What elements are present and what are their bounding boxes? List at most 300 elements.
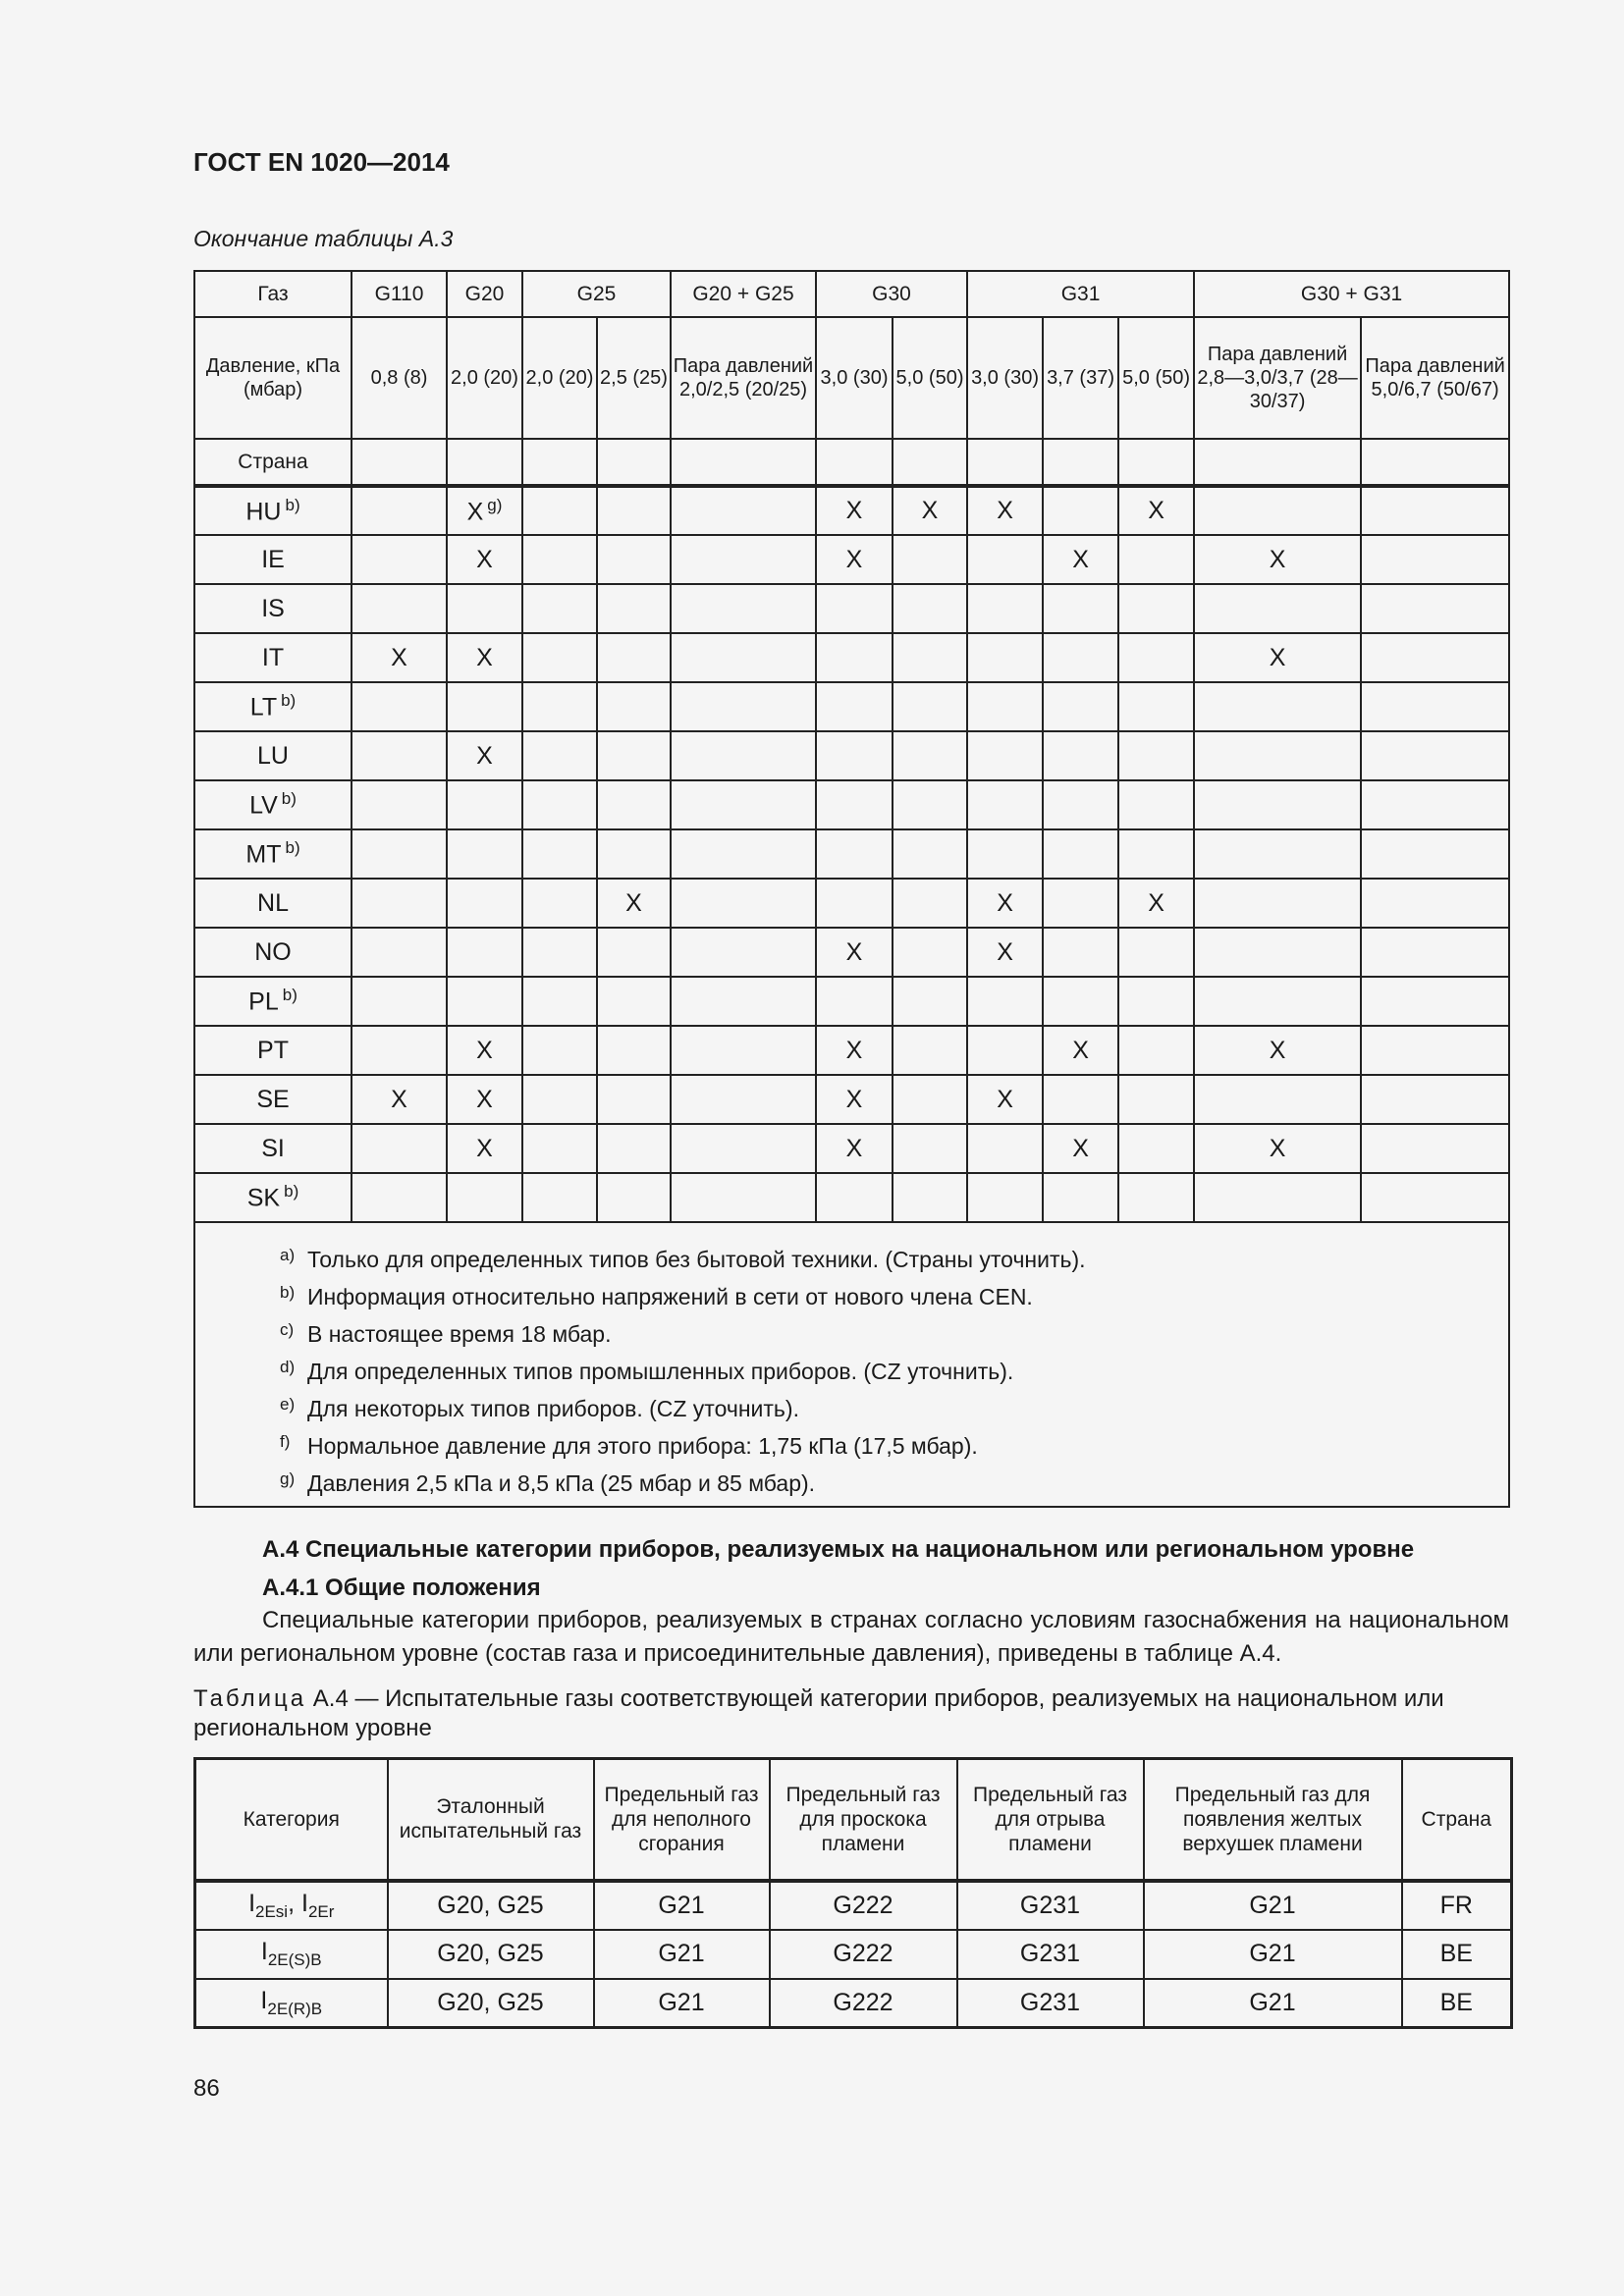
footnote-text: В настоящее время 18 мбар.: [307, 1321, 612, 1347]
category-symbol: I: [248, 1889, 256, 1917]
country-row: [194, 829, 1509, 879]
mark-value: X: [1269, 545, 1286, 573]
table-a4-row: [195, 1881, 1512, 1930]
mark-cell: [1361, 731, 1509, 780]
mark-cell: [522, 633, 597, 682]
mark-cell: [447, 682, 522, 731]
table-a4: [193, 1757, 1513, 2029]
mark-value: X: [1148, 888, 1164, 917]
mark-cell: [893, 829, 967, 879]
mark-cell: [522, 928, 597, 977]
country-code: SI: [261, 1134, 285, 1162]
mark-cell: [1361, 633, 1509, 682]
mark-cell: [816, 731, 893, 780]
footnote-text: Нормальное давление для этого прибора: 1,75 кПа (17,5 мбар).: [307, 1433, 978, 1459]
mark-cell: [967, 977, 1043, 1026]
mark-cell: [1361, 1173, 1509, 1222]
mark-cell: [597, 731, 671, 780]
mark-cell: [352, 1173, 447, 1222]
mark-cell: [967, 486, 1043, 535]
country-row: [194, 1173, 1509, 1222]
category-subscript: 2E(S)B: [267, 1950, 322, 1969]
table-a4-caption: [193, 1684, 1509, 1743]
country-footnote-mark: b): [285, 495, 300, 514]
mark-cell: [1194, 1124, 1361, 1173]
mark-cell: [893, 682, 967, 731]
country-row: [194, 633, 1509, 682]
mark-cell: [671, 1026, 816, 1075]
mark-cell: [1194, 1026, 1361, 1075]
mark-cell: [893, 780, 967, 829]
country-row: [194, 682, 1509, 731]
table-a4-cell: G20, G25: [388, 1881, 594, 1930]
country-row: [194, 486, 1509, 535]
footnote-text: Для определенных типов промышленных приборов. (CZ уточнить).: [307, 1359, 1014, 1384]
mark-cell: [1118, 1173, 1194, 1222]
cell-footnote-mark: g): [487, 495, 503, 514]
mark-cell: [1361, 682, 1509, 731]
mark-value: X: [625, 888, 642, 917]
column-header: Категория: [195, 1759, 388, 1881]
table-a4-cell: G231: [957, 1979, 1144, 2028]
mark-cell: [816, 1075, 893, 1124]
table-a4-cell: G20, G25: [388, 1930, 594, 1979]
mark-cell: [1118, 977, 1194, 1026]
mark-value: X: [845, 1134, 863, 1162]
mark-cell: [1361, 879, 1509, 928]
country-cell: [194, 1026, 352, 1075]
mark-cell: [816, 1124, 893, 1173]
mark-cell: [1043, 584, 1118, 633]
mark-cell: [1194, 633, 1361, 682]
mark-cell: [1361, 1026, 1509, 1075]
country-row: [194, 879, 1509, 928]
mark-cell: [522, 1124, 597, 1173]
mark-cell: [1043, 682, 1118, 731]
mark-cell: [597, 535, 671, 584]
pressure-value: 3,7 (37): [1043, 317, 1118, 439]
mark-cell: [816, 682, 893, 731]
column-header: Эталонный испытательный газ: [388, 1759, 594, 1881]
footnote-mark: c): [280, 1320, 295, 1339]
mark-cell: [1043, 1026, 1118, 1075]
mark-cell: [1194, 977, 1361, 1026]
table-a4-cell: FR: [1402, 1881, 1512, 1930]
mark-cell: [816, 1026, 893, 1075]
mark-cell: [967, 879, 1043, 928]
mark-value: X: [466, 498, 484, 526]
mark-cell: [597, 928, 671, 977]
mark-cell: [1043, 1075, 1118, 1124]
mark-cell: [893, 977, 967, 1026]
table-a4-cell: BE: [1402, 1930, 1512, 1979]
mark-cell: [967, 829, 1043, 879]
table-a4-caption-text: А.4 — Испытательные газы соответствующей категории приборов, реализуемых на национальном или региональном уровне: [193, 1685, 1444, 1741]
pressure-value: 3,0 (30): [816, 317, 893, 439]
table-a4-cell: BE: [1402, 1979, 1512, 2028]
mark-value: X: [845, 937, 863, 966]
column-header: Предельный газ для неполного сгорания: [594, 1759, 770, 1881]
mark-cell: [522, 879, 597, 928]
country-row: [194, 1124, 1509, 1173]
gas-group-header: G30: [816, 271, 967, 317]
pressure-value: Пара давлений 2,8—3,0/3,7 (28—30/37): [1194, 317, 1361, 439]
mark-cell: [352, 928, 447, 977]
country-code: MT: [245, 840, 282, 869]
mark-value: X: [476, 1134, 493, 1162]
mark-cell: [352, 633, 447, 682]
mark-cell: [352, 829, 447, 879]
category-cell: [195, 1881, 388, 1930]
mark-cell: [671, 829, 816, 879]
mark-cell: [1194, 829, 1361, 879]
mark-cell: [816, 535, 893, 584]
mark-value: X: [476, 643, 493, 671]
mark-cell: [671, 682, 816, 731]
mark-value: X: [1148, 497, 1164, 524]
mark-cell: [816, 486, 893, 535]
country-row: [194, 780, 1509, 829]
mark-cell: [522, 829, 597, 879]
column-header: Предельный газ для появления желтых верхушек пламени: [1144, 1759, 1402, 1881]
country-cell: [194, 780, 352, 829]
country-cell: [194, 1173, 352, 1222]
mark-cell: [447, 1124, 522, 1173]
mark-cell: [671, 928, 816, 977]
mark-cell: [352, 977, 447, 1026]
mark-cell: [1194, 879, 1361, 928]
table-a4-header-row: [195, 1759, 1512, 1881]
mark-cell: [597, 1026, 671, 1075]
table-a4-cell: G222: [770, 1930, 957, 1979]
mark-cell: [816, 977, 893, 1026]
mark-cell: [352, 535, 447, 584]
footnote-mark: g): [280, 1469, 296, 1488]
mark-cell: [1361, 535, 1509, 584]
pressure-label: Давление, кПа (мбар): [194, 317, 352, 439]
country-code: NL: [257, 888, 289, 917]
mark-cell: [967, 928, 1043, 977]
table-a4-cell: G231: [957, 1881, 1144, 1930]
mark-cell: [671, 1124, 816, 1173]
country-code: LU: [257, 741, 289, 770]
column-header: Предельный газ для проскока пламени: [770, 1759, 957, 1881]
table-a4-cell: G231: [957, 1930, 1144, 1979]
mark-cell: [1118, 1124, 1194, 1173]
mark-cell: [671, 879, 816, 928]
mark-cell: [447, 780, 522, 829]
country-row: [194, 928, 1509, 977]
mark-cell: [671, 486, 816, 535]
mark-cell: [816, 928, 893, 977]
country-footnote-mark: b): [281, 789, 297, 809]
mark-cell: [447, 1075, 522, 1124]
mark-value: X: [997, 937, 1013, 966]
table-a4-cell: G222: [770, 1881, 957, 1930]
table-a4-cell: G21: [594, 1930, 770, 1979]
country-code: IT: [261, 643, 285, 671]
table-a4-cell: G21: [594, 1881, 770, 1930]
mark-cell: [352, 486, 447, 535]
mark-cell: [522, 1026, 597, 1075]
table-a4-cell: G21: [594, 1979, 770, 2028]
mark-cell: [447, 633, 522, 682]
mark-cell: [597, 1124, 671, 1173]
mark-cell: [447, 731, 522, 780]
mark-cell: [1043, 731, 1118, 780]
mark-cell: [447, 829, 522, 879]
country-footnote-mark: b): [284, 1182, 299, 1201]
country-row: [194, 1075, 1509, 1124]
mark-cell: [352, 1124, 447, 1173]
country-row: [194, 535, 1509, 584]
pressure-value: 2,0 (20): [522, 317, 597, 439]
mark-cell: [893, 1124, 967, 1173]
country-footnote-mark: b): [282, 986, 298, 1005]
footnote: [280, 1386, 1508, 1423]
country-cell: [194, 879, 352, 928]
mark-cell: [1194, 928, 1361, 977]
country-cell: [194, 1075, 352, 1124]
mark-cell: [597, 780, 671, 829]
column-header: Предельный газ для отрыва пламени: [957, 1759, 1144, 1881]
mark-cell: [597, 486, 671, 535]
document-header: ГОСТ EN 1020—2014: [193, 147, 450, 177]
footnote-text: Только для определенных типов без бытовой техники. (Страны уточнить).: [307, 1247, 1086, 1272]
footnote-text: Давления 2,5 кПа и 8,5 кПа (25 мбар и 85 мбар).: [307, 1470, 816, 1496]
mark-cell: [1361, 1075, 1509, 1124]
mark-cell: [967, 535, 1043, 584]
mark-value: X: [476, 545, 493, 573]
mark-value: X: [1072, 545, 1089, 573]
mark-cell: [1194, 535, 1361, 584]
footnote-mark: f): [280, 1432, 291, 1451]
country-code: LT: [249, 693, 278, 721]
mark-cell: [352, 879, 447, 928]
mark-cell: [893, 584, 967, 633]
mark-cell: [671, 731, 816, 780]
mark-cell: [352, 584, 447, 633]
country-cell: [194, 682, 352, 731]
country-cell: [194, 584, 352, 633]
table-a3: [193, 270, 1510, 1508]
mark-value: X: [1269, 1036, 1286, 1064]
category-subscript: 2E(R)B: [267, 1999, 323, 2018]
pressure-value: 2,5 (25): [597, 317, 671, 439]
mark-cell: [447, 879, 522, 928]
pressure-value: 5,0 (50): [1118, 317, 1194, 439]
footnotes-row: [194, 1222, 1509, 1507]
mark-cell: [893, 1173, 967, 1222]
table-label: Таблица: [193, 1685, 307, 1712]
country-code: SE: [256, 1085, 290, 1113]
mark-cell: [893, 535, 967, 584]
mark-value: X: [921, 497, 939, 524]
mark-cell: [1194, 682, 1361, 731]
footnote-mark: a): [280, 1246, 296, 1264]
country-cell: [194, 829, 352, 879]
country-code: PL: [248, 988, 279, 1016]
mark-cell: [1194, 1173, 1361, 1222]
table-a4-cell: G21: [1144, 1979, 1402, 2028]
mark-cell: [967, 682, 1043, 731]
country-cell: [194, 486, 352, 535]
mark-cell: [671, 1075, 816, 1124]
footnote-mark: d): [280, 1358, 296, 1376]
mark-cell: [352, 682, 447, 731]
mark-cell: [352, 780, 447, 829]
mark-cell: [816, 879, 893, 928]
footnote: [280, 1311, 1508, 1349]
mark-cell: [1043, 486, 1118, 535]
section-a41-title: А.4.1 Общие положения: [262, 1575, 541, 1601]
mark-cell: [597, 977, 671, 1026]
gas-group-header: G20 + G25: [671, 271, 816, 317]
mark-cell: [597, 1173, 671, 1222]
country-label: Страна: [194, 439, 352, 486]
country-row: [194, 977, 1509, 1026]
pressure-value: Пара давлений 2,0/2,5 (20/25): [671, 317, 816, 439]
country-code: NO: [254, 937, 292, 966]
pressure-value: 0,8 (8): [352, 317, 447, 439]
mark-cell: [671, 584, 816, 633]
mark-cell: [893, 928, 967, 977]
footnote: [280, 1349, 1508, 1386]
mark-value: X: [845, 545, 863, 573]
footnote: [280, 1461, 1508, 1498]
mark-cell: [1118, 682, 1194, 731]
table-a4-cell: G21: [1144, 1930, 1402, 1979]
mark-cell: [967, 780, 1043, 829]
mark-cell: [1043, 829, 1118, 879]
footnote-text: Для некоторых типов приборов. (CZ уточнить).: [307, 1396, 799, 1421]
mark-cell: [597, 633, 671, 682]
country-row: [194, 731, 1509, 780]
mark-cell: [816, 633, 893, 682]
mark-value: X: [476, 1085, 493, 1113]
mark-cell: [447, 1173, 522, 1222]
mark-cell: [447, 535, 522, 584]
mark-cell: [1194, 486, 1361, 535]
mark-cell: [671, 633, 816, 682]
mark-cell: [893, 1075, 967, 1124]
mark-cell: [967, 633, 1043, 682]
mark-cell: [1194, 731, 1361, 780]
category-symbol: I: [301, 1889, 308, 1917]
gas-group-header: G31: [967, 271, 1194, 317]
gas-group-header: G30 + G31: [1194, 271, 1509, 317]
mark-value: X: [845, 1085, 863, 1113]
mark-value: X: [845, 497, 863, 524]
category-symbol: I: [260, 1986, 268, 2014]
mark-cell: [1118, 1026, 1194, 1075]
mark-cell: [1043, 780, 1118, 829]
table-a4-cell: G21: [1144, 1881, 1402, 1930]
category-cell: [195, 1979, 388, 2028]
country-row: [194, 584, 1509, 633]
mark-cell: [671, 1173, 816, 1222]
country-code: LV: [249, 791, 278, 820]
mark-value: X: [1269, 643, 1286, 671]
category-separator: ,: [288, 1889, 301, 1917]
footnote: [280, 1237, 1508, 1274]
gas-label: Газ: [194, 271, 352, 317]
mark-cell: [1118, 584, 1194, 633]
mark-cell: [967, 584, 1043, 633]
mark-value: X: [476, 741, 493, 770]
mark-cell: [1043, 1124, 1118, 1173]
country-footnote-mark: b): [285, 838, 300, 858]
category-subscript: 2Er: [307, 1901, 335, 1921]
mark-cell: [1361, 1124, 1509, 1173]
mark-cell: [1118, 780, 1194, 829]
mark-value: X: [845, 1036, 863, 1064]
mark-cell: [671, 780, 816, 829]
mark-value: X: [1072, 1036, 1089, 1064]
mark-cell: [447, 928, 522, 977]
country-code: PT: [257, 1036, 289, 1064]
mark-cell: [1043, 928, 1118, 977]
mark-cell: [1043, 1173, 1118, 1222]
mark-cell: [522, 1075, 597, 1124]
mark-cell: [893, 731, 967, 780]
mark-cell: [352, 731, 447, 780]
mark-cell: [522, 584, 597, 633]
column-header: Страна: [1402, 1759, 1512, 1881]
mark-cell: [522, 977, 597, 1026]
mark-cell: [1043, 879, 1118, 928]
mark-cell: [522, 682, 597, 731]
mark-cell: [967, 1124, 1043, 1173]
mark-cell: [1118, 633, 1194, 682]
mark-cell: [447, 584, 522, 633]
mark-cell: [352, 1075, 447, 1124]
table-a4-cell: G222: [770, 1979, 957, 2028]
country-code: SK: [246, 1184, 281, 1212]
mark-cell: [447, 977, 522, 1026]
pressure-header-row: [194, 317, 1509, 439]
mark-cell: [597, 584, 671, 633]
mark-cell: [1118, 486, 1194, 535]
mark-value: X: [997, 497, 1013, 524]
mark-cell: [1361, 829, 1509, 879]
country-footnote-mark: b): [281, 691, 297, 711]
mark-cell: [1118, 829, 1194, 879]
mark-cell: [352, 1026, 447, 1075]
mark-value: X: [391, 643, 407, 671]
table-a4-row: [195, 1979, 1512, 2028]
gas-group-header: G20: [447, 271, 522, 317]
category-subscript: 2Esi: [255, 1901, 289, 1921]
gas-group-header: G25: [522, 271, 671, 317]
country-row: [194, 1026, 1509, 1075]
mark-cell: [1194, 584, 1361, 633]
table-a4-cell: G20, G25: [388, 1979, 594, 2028]
mark-cell: [967, 1026, 1043, 1075]
mark-value: X: [476, 1036, 493, 1064]
mark-cell: [597, 829, 671, 879]
gas-header-row: [194, 271, 1509, 317]
mark-value: X: [997, 888, 1013, 917]
mark-cell: [893, 879, 967, 928]
footnote: [280, 1423, 1508, 1461]
mark-cell: [1043, 633, 1118, 682]
country-cell: [194, 977, 352, 1026]
category-cell: [195, 1930, 388, 1979]
country-cell: [194, 535, 352, 584]
mark-cell: [1118, 879, 1194, 928]
mark-cell: [816, 584, 893, 633]
